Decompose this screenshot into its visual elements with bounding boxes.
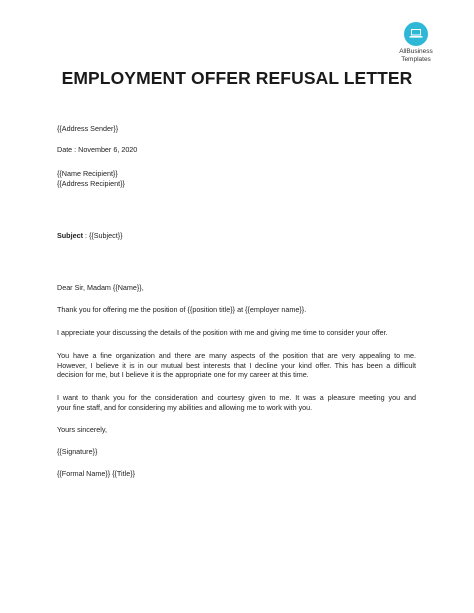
paragraph-3-line-1: You have a fine organization and there are many aspects of the position that are very appealing to me. <box>57 351 416 360</box>
logo-text <box>391 48 441 63</box>
subject-line <box>57 231 123 241</box>
sender-address: {{Address Sender}} <box>57 124 119 133</box>
paragraph-3 <box>57 351 416 380</box>
paragraph-4-line-1: I want to thank you for the consideration and courtesy given to me. It was a pleasure meeting you and <box>57 393 416 402</box>
signature: {{Signature}} <box>57 447 98 456</box>
laptop-icon <box>404 22 428 46</box>
paragraph-3-line-3: decision for me, but I believe it is the appropriate one for my career at this time. <box>57 370 309 380</box>
recipient-address: {{Address Recipient}} <box>57 179 125 188</box>
letter-title: EMPLOYMENT OFFER REFUSAL LETTER <box>61 68 413 88</box>
closing: Yours sincerely, <box>57 425 107 434</box>
allbusiness-templates-logo[interactable] <box>391 22 441 63</box>
paragraph-4-line-2: your fine staff, and for considering my abilities and allowing me to work with you. <box>57 402 313 412</box>
recipient-name: {{Name Recipient}} <box>57 169 118 178</box>
subject-value: : {{Subject}} <box>82 231 123 240</box>
paragraph-2: I appreciate your discussing the details of the position with me and giving me time to consider your offer. <box>57 328 388 337</box>
subject-label: Subject <box>57 231 83 240</box>
paragraph-3-line-2: However, I believe it is in our mutual best interests that I decline your kind offer. This has been a difficult <box>57 360 416 370</box>
logo-line-1: AllBusiness <box>399 48 433 55</box>
logo-line-2: Templates <box>401 55 431 63</box>
paragraph-4 <box>57 393 416 412</box>
letter-date: Date : November 6, 2020 <box>57 145 138 154</box>
formal-name-title: {{Formal Name}} {{Title}} <box>57 469 136 478</box>
salutation: Dear Sir, Madam {{Name}}, <box>57 283 144 292</box>
paragraph-1: Thank you for offering me the position of {{position title}} at {{employer name}}. <box>57 305 307 314</box>
